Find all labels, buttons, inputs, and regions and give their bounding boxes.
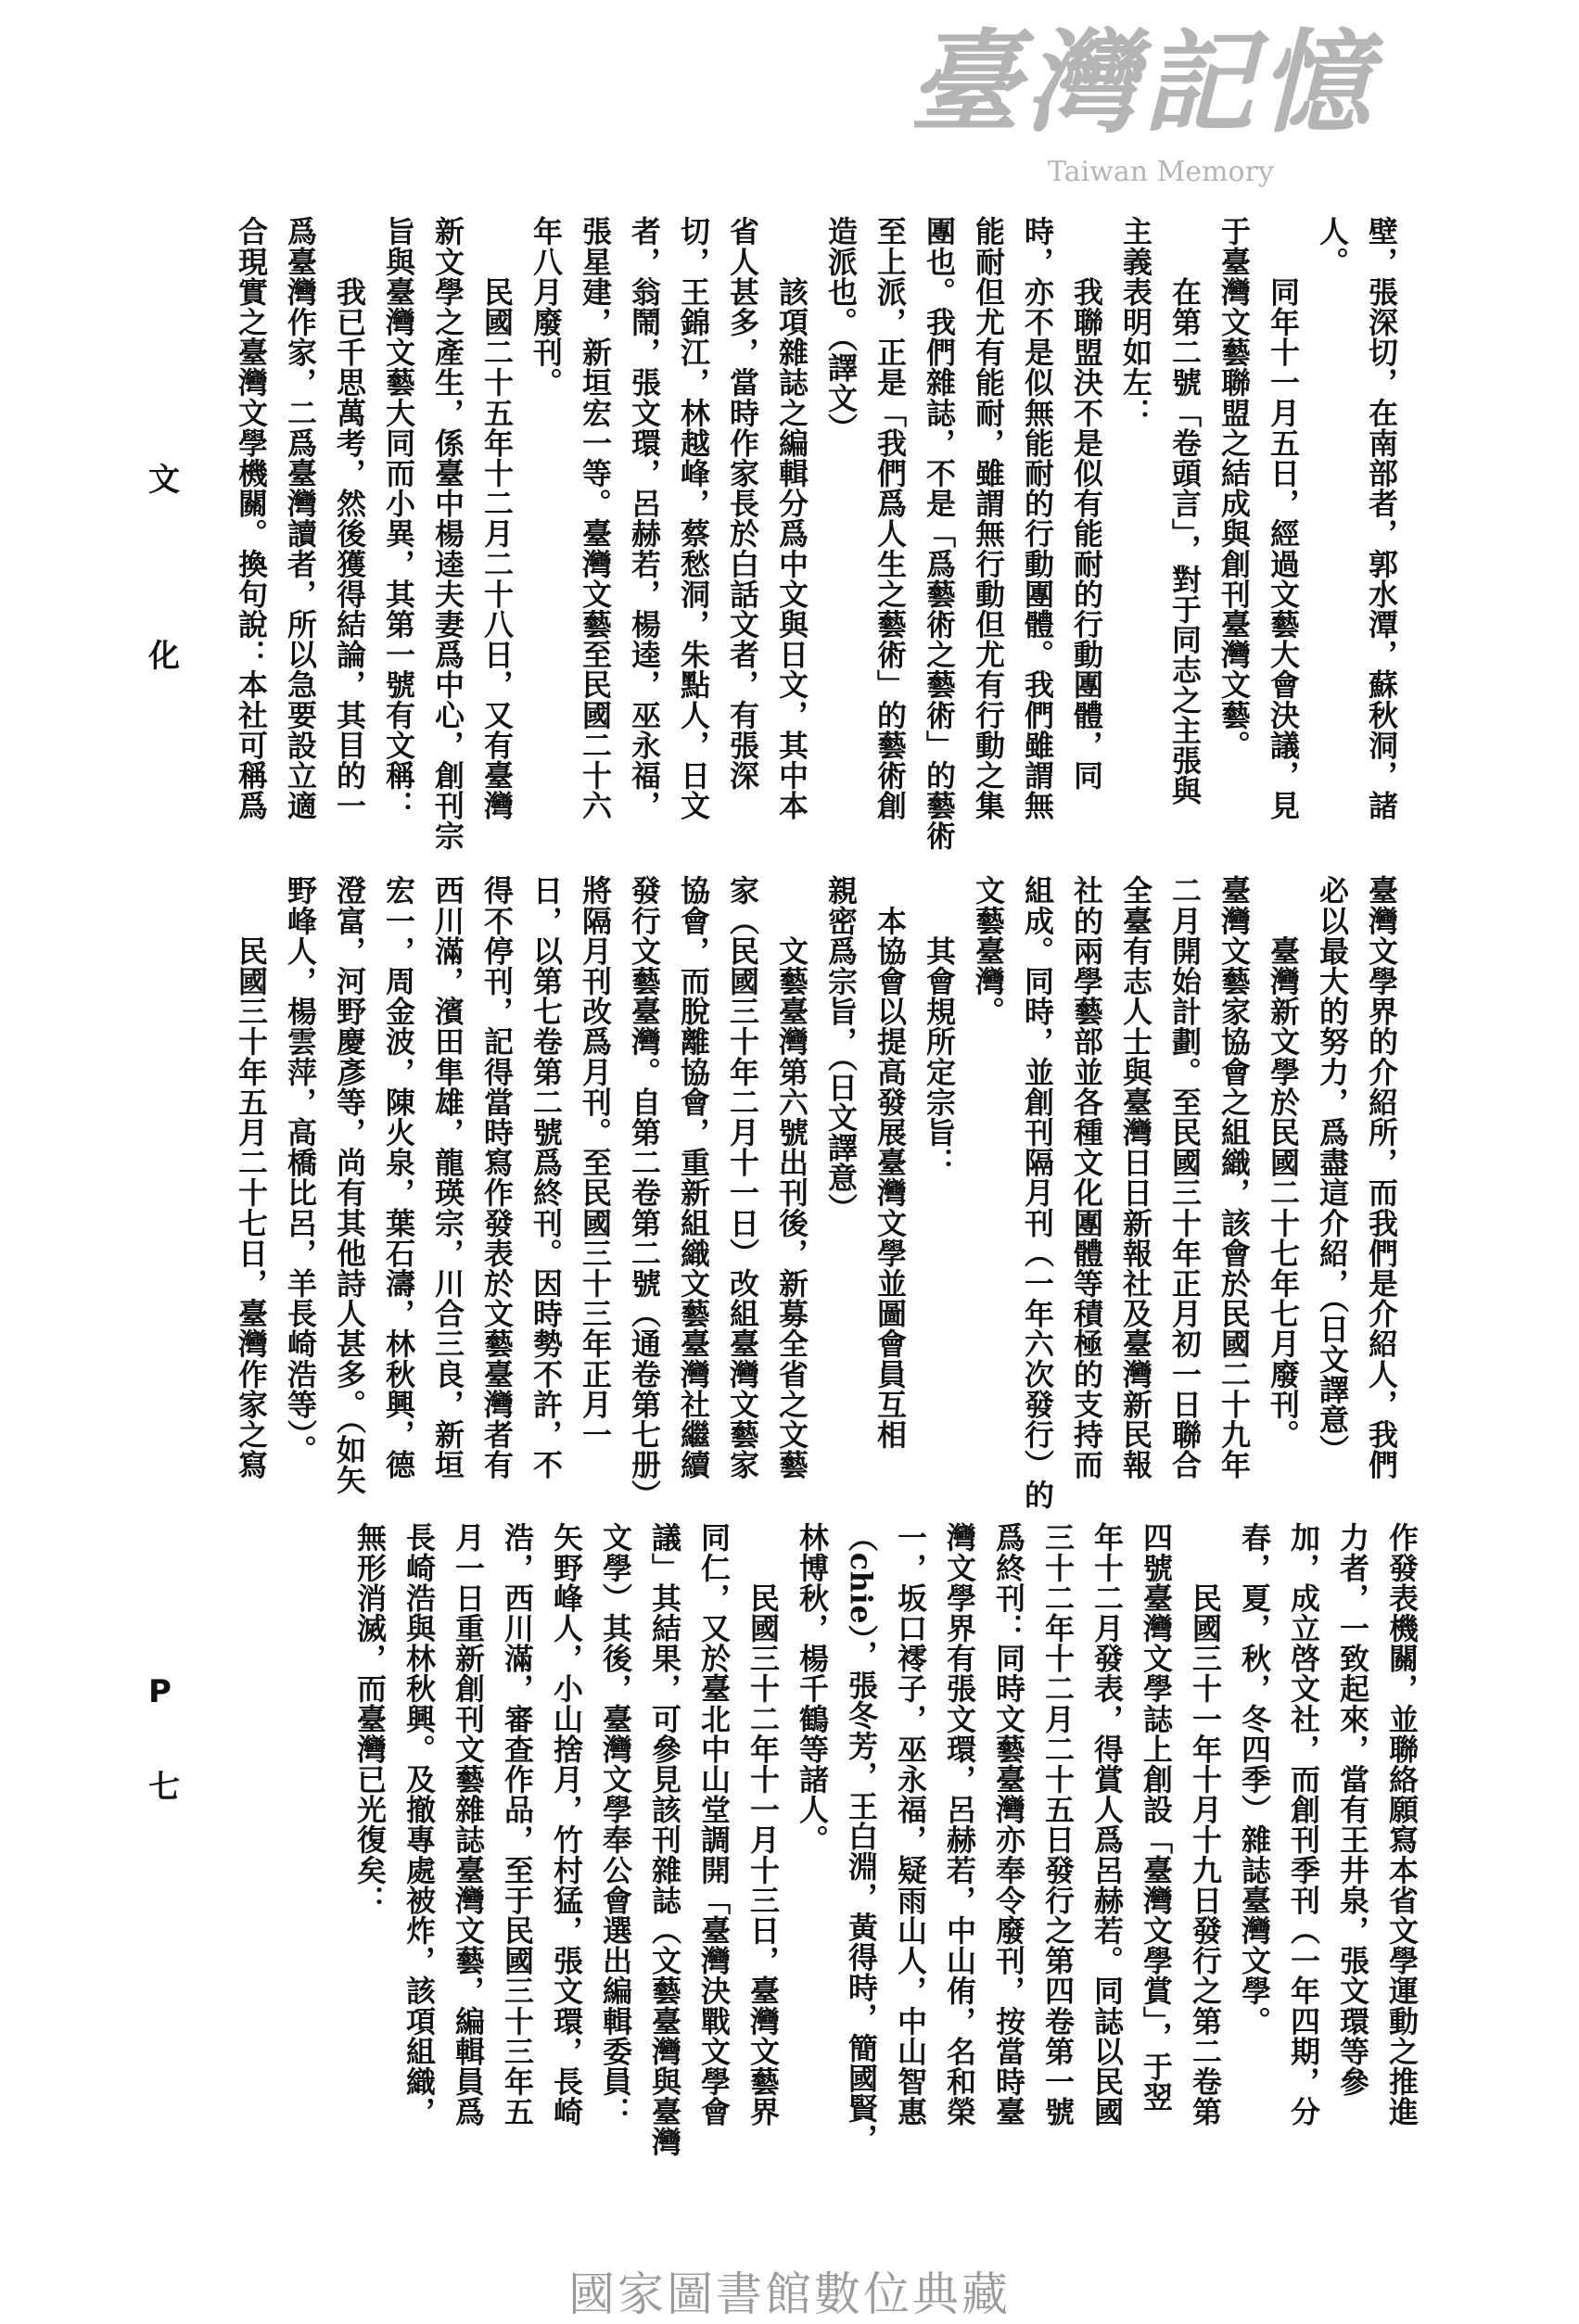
text-column: 新文學之產生，係臺中楊逵夫妻爲中心，創刊宗 [430, 216, 465, 851]
text-column: 文藝臺灣。 [971, 875, 1006, 1026]
text-column: 三十二年十二月二十五日發行之第四卷第一號 [1040, 1522, 1076, 2127]
text-column: 在第二號「卷頭言」，對于同志之主張與 [1167, 216, 1203, 806]
text-column: 爲終刊：同時文藝臺灣亦奉令廢刊，按當時臺 [991, 1522, 1026, 2127]
text-column: 臺灣新文學於民國二十七年七月廢刊。 [1266, 875, 1301, 1450]
text-column: 其會規所定宗旨： [922, 875, 957, 1177]
running-head-char-1: 文 [148, 462, 180, 499]
text-column: 四號臺灣文學誌上創設「臺灣文學賞」，于翌 [1139, 1522, 1174, 2112]
text-column: 月一日重新創刊文藝雜誌臺灣文藝，編輯員爲 [451, 1522, 486, 2127]
text-column: 臺灣文學界的介紹所，而我們是介紹人，我們 [1364, 875, 1399, 1479]
text-column: 二月開始計劃。至民國三十年正月初一日聯合 [1167, 875, 1203, 1479]
archive-footer: 國家圖書館數位典藏 [568, 2267, 1011, 2321]
text-column: 灣文學界有張文環，呂赫若，中山侑，名和榮 [942, 1522, 977, 2127]
text-column: （chie），張冬芳，王白淵，黃得時，簡國賢， [844, 1522, 879, 2154]
text-column: 必以最大的努力，爲盡這介紹，（日文譯意） [1315, 875, 1350, 1465]
text-column: 民國三十年五月二十七日，臺灣作家之寫 [234, 875, 269, 1479]
text-column: 我已千思萬考，然後獲得結論，其目的一 [332, 216, 367, 820]
text-column: 親密爲宗旨，（日文譯意） [823, 875, 859, 1224]
text-column: 造派也。（譯文） [823, 216, 859, 443]
text-column: 民國三十一年十月十九日發行之第二卷第 [1188, 1522, 1223, 2127]
text-column: 民國二十五年十二月二十八日，又有臺灣 [479, 216, 515, 820]
text-column: 將隔月刊改爲月刊。至民國三十三年正月一 [578, 875, 613, 1450]
text-block-lower [345, 1522, 1426, 2157]
text-column: 爲臺灣作家，二爲臺灣讀者，所以急要設立適 [283, 216, 318, 820]
watermark-logo: 臺灣記憶 [909, 18, 1376, 148]
text-column: 西川滿，濱田隼雄，龍瑛宗，川合三良，新垣 [430, 875, 465, 1479]
text-column: 年八月廢刊。 [528, 216, 564, 398]
text-column: 者，翁鬧，張文環，呂赫若，楊逵，巫永福， [627, 216, 662, 820]
watermark-logo-text: Taiwan Memory [1048, 156, 1274, 188]
text-column: 旨與臺灣文藝大同而小異，其第一號有文稱： [381, 216, 416, 820]
text-column: 同仁，又於臺北中山堂調開「臺灣決戰文學會 [696, 1522, 732, 2127]
text-column: 文藝臺灣第六號出刊後，新募全省之文藝 [774, 875, 809, 1479]
text-column: 無形消滅，而臺灣已光復矣： [352, 1522, 388, 1915]
text-column: 發行文藝臺灣。自第二卷第二號（通卷第七册） [627, 875, 662, 1510]
text-block-upper [226, 216, 1406, 851]
text-column: 組成。同時，並創刊隔月刊（一年六次發行）的 [1020, 875, 1055, 1510]
text-column: 文學）其後，臺灣文學奉公會選出編輯委員： [598, 1522, 633, 2127]
text-column: 人。 [1315, 216, 1350, 277]
text-column: 澄富，河野慶彥等，尚有其他詩人甚多。（如矢 [332, 875, 367, 1495]
text-column: 團也。我們雜誌，不是「爲藝術之藝術」的藝術 [922, 216, 957, 851]
page-number: 七 [148, 1769, 180, 1806]
text-column: 全臺有志人士與臺灣日日新報社及臺灣新民報 [1118, 875, 1153, 1479]
text-column: 議」其結果，可參見該刊雜誌（文藝臺灣與臺灣 [647, 1522, 682, 2157]
text-column: 野峰人，楊雲萍，高橋比呂，羊長崎浩等）。 [283, 875, 318, 1465]
text-column: 宏一，周金波，陳火泉，葉石濤，林秋興，德 [381, 875, 416, 1479]
text-column: 社的兩學藝部並各種文化團體等積極的支持而 [1069, 875, 1104, 1479]
text-column: 協會，而脫離協會，重新組織文藝臺灣社繼續 [676, 875, 711, 1479]
text-column: 我聯盟決不是似有能耐的行動團體，同 [1069, 216, 1104, 791]
text-column: 矢野峰人，小山捨月，竹村猛，張文環，長崎 [549, 1522, 584, 2127]
text-column: 長崎浩與林秋興。及撤專處被炸，該項組織， [401, 1522, 437, 2127]
text-column: 得不停刊，記得當時寫作發表於文藝臺灣者有 [479, 875, 515, 1479]
text-column: 于臺灣文藝聯盟之結成與創刊臺灣文藝。 [1216, 216, 1252, 760]
text-column: 能耐但尤有能耐，雖謂無行動但尤有行動之集 [971, 216, 1006, 820]
text-column: 合現實之臺灣文學機關。換句說：本社可稱爲 [234, 216, 269, 820]
text-column: 壁，張深切，在南部者，郭水潭，蘇秋洞，諸 [1364, 216, 1399, 820]
text-column: 加，成立啓文社，而創刊季刊（一年四期，分 [1286, 1522, 1321, 2127]
text-column: 力者，一致起來，當有王井泉，張文環等參 [1335, 1522, 1370, 2097]
running-head-char-2: 化 [148, 638, 180, 675]
text-column: 本協會以提高發展臺灣文學並圖會員互相 [872, 875, 908, 1450]
page-prefix: P [148, 1673, 172, 1710]
text-column: 日，以第七卷第二號爲終刊。因時勢不許，不 [528, 875, 564, 1479]
text-column: 家（民國三十年二月十一日）改組臺灣文藝家 [725, 875, 760, 1479]
text-column: 浩，西川滿，審查作品，至于民國三十三年五 [500, 1522, 535, 2127]
text-block-middle [226, 875, 1406, 1510]
text-column: 林博秋，楊千鶴等諸人。 [795, 1522, 830, 1855]
text-column: 作發表機關，並聯絡願寫本省文學運動之推進 [1384, 1522, 1420, 2127]
text-column: 至上派，正是「我們爲人生之藝術」的藝術創 [872, 216, 908, 820]
text-column: 臺灣文藝家協會之組織，該會於民國二十九年 [1216, 875, 1252, 1479]
text-column: 同年十一月五日，經過文藝大會決議，見 [1266, 216, 1301, 820]
text-column: 一，坂口䙥子，巫永福，疑雨山人，中山智惠 [893, 1522, 928, 2127]
text-column: 該項雜誌之編輯分爲中文與日文，其中本 [774, 216, 809, 820]
text-column: 張星建，新垣宏一等。臺灣文藝至民國二十六 [578, 216, 613, 820]
text-column: 年十二月發表，得賞人爲呂赫若。同誌以民國 [1089, 1522, 1125, 2127]
text-column: 春，夏，秋，冬四季）雜誌臺灣文學。 [1237, 1522, 1272, 2037]
text-column: 切，王錦江，林越峰，蔡愁洞，朱點人，日文 [676, 216, 711, 820]
text-column: 民國三十二年十一月十三日，臺灣文藝界 [745, 1522, 781, 2127]
text-column: 時，亦不是似無能耐的行動團體。我們雖謂無 [1020, 216, 1055, 820]
text-column: 省人甚多，當時作家長於白話文者，有張深 [725, 216, 760, 791]
text-column: 主義表明如左： [1118, 216, 1153, 428]
